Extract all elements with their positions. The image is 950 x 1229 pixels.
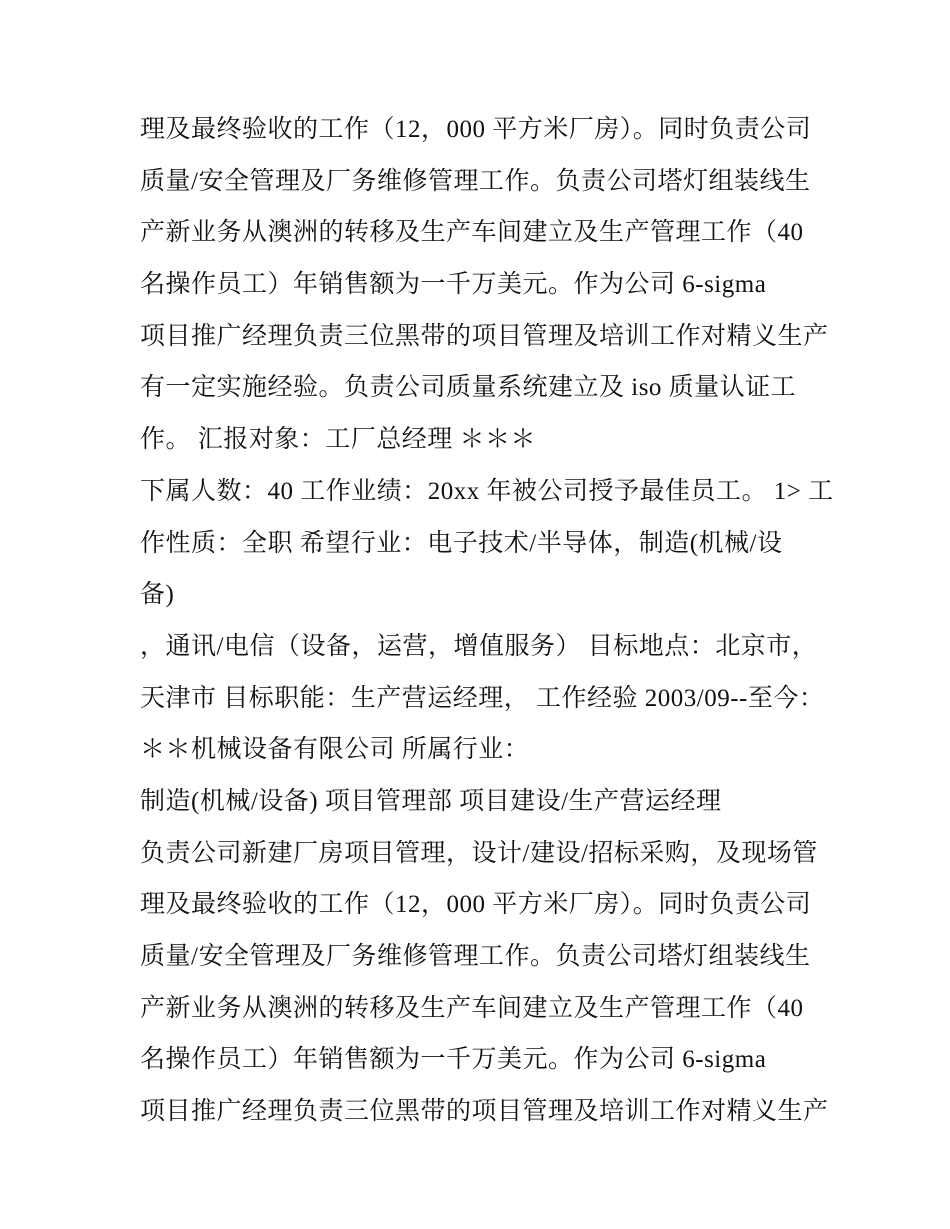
text-line: 产新业务从澳洲的转移及生产车间建立及生产管理工作（40: [140, 994, 804, 1022]
text-line: ，通讯/电信（设备，运营，增值服务） 目标地点：北京市，: [140, 632, 818, 660]
text-line: 产新业务从澳洲的转移及生产车间建立及生产管理工作（40: [140, 219, 804, 247]
text-line: 作。 汇报对象：工厂总经理 ＊＊＊: [140, 426, 537, 454]
text-line: 制造(机械/设备) 项目管理部 项目建设/生产营运经理: [140, 787, 722, 815]
text-line: 项目推广经理负责三位黑带的项目管理及培训工作对精义生产: [140, 322, 829, 350]
text-line: 负责公司新建厂房项目管理，设计/建设/招标采购，及现场管: [140, 839, 818, 867]
text-line: 质量/安全管理及厂务维修管理工作。负责公司塔灯组装线生: [140, 943, 811, 970]
text-line: 名操作员工）年销售额为一千万美元。作为公司 6-sigma: [140, 271, 767, 299]
text-line: 作性质：全职 希望行业：电子技术/半导体，制造(机械/设: [140, 529, 783, 557]
text-line: 天津市 目标职能：生产营运经理， 工作经验 2003/09--至今：: [140, 684, 825, 712]
text-line: 理及最终验收的工作（12，000 平方米厂房）。同时负责公司: [140, 116, 812, 143]
text-line: 下属人数：40 工作业绩：20xx 年被公司授予最佳员工。 1> 工: [140, 477, 834, 505]
text-line: 备): [140, 581, 175, 609]
text-line: 项目推广经理负责三位黑带的项目管理及培训工作对精义生产: [140, 1098, 829, 1126]
text-line: 名操作员工）年销售额为一千万美元。作为公司 6-sigma: [140, 1046, 767, 1074]
text-line: 质量/安全管理及厂务维修管理工作。负责公司塔灯组装线生: [140, 167, 811, 195]
text-line: 有一定实施经验。负责公司质量系统建立及 iso 质量认证工: [140, 374, 797, 402]
resume-text-block: [140, 104, 834, 1138]
text-line: ＊＊机械设备有限公司 所属行业：: [140, 736, 530, 764]
text-line: 理及最终验收的工作（12，000 平方米厂房）。同时负责公司: [140, 891, 812, 919]
